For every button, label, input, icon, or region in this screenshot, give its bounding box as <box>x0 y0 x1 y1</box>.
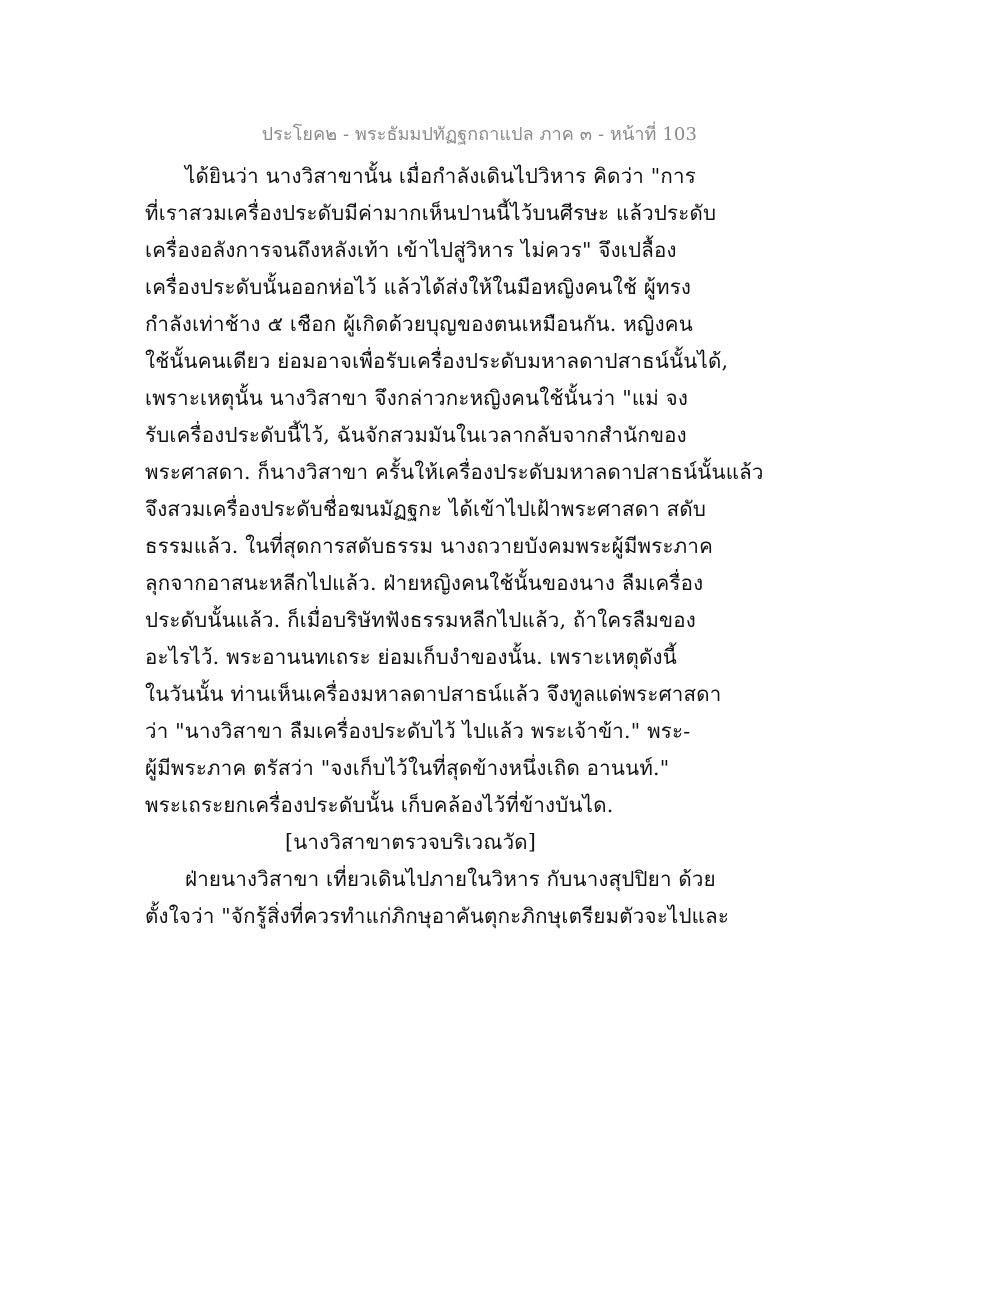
paragraph-line: เครื่องอลังการจนถึงหลังเท้า เข้าไปสู่วิหาร ไม่ควร" จึงเปลื้อง <box>145 238 677 262</box>
paragraph-line: ประดับนั้นแล้ว. ก็เมื่อบริษัทฟังธรรมหลีกไปแล้ว, ถ้าใครลืมของ <box>145 608 696 632</box>
paragraph-line: ว่า "นางวิสาขา ลืมเครื่องประดับไว้ ไปแล้ว พระเจ้าข้า." พระ- <box>145 719 691 743</box>
running-header: ประโยค๒ - พระธัมมปทัฏฐกถาแปล ภาค ๓ - หน้าที่ 103 <box>261 124 697 145</box>
paragraph-line: ในวันนั้น ท่านเห็นเครื่องมหาลดาปสาธน์แล้ว จึงทูลแด่พระศาสดา <box>145 682 722 706</box>
paragraph-line: เพราะเหตุนั้น นางวิสาขา จึงกล่าวกะหญิงคนใช้นั้นว่า "แม่ จง <box>145 386 689 410</box>
section-subheading: [นางวิสาขาตรวจบริเวณวัด] <box>285 830 537 854</box>
paragraph-line: ฝ่ายนางวิสาขา เที่ยวเดินไปภายในวิหาร กับนางสุปปิยา ด้วย <box>185 867 716 891</box>
paragraph-line: ตั้งใจว่า "จักรู้สิ่งที่ควรทำแก่ภิกษุอาคันตุกะภิกษุเตรียมตัวจะไปและ <box>145 904 730 928</box>
paragraph-line: ลุกจากอาสนะหลีกไปแล้ว. ฝ่ายหญิงคนใช้นั้นของนาง ลืมเครื่อง <box>145 571 704 595</box>
paragraph-line: จึงสวมเครื่องประดับชื่อฆนมัฏฐกะ ได้เข้าไปเฝ้าพระศาสดา สดับ <box>145 497 707 521</box>
paragraph-line: รับเครื่องประดับนี้ไว้, ฉันจักสวมมันในเวลากลับจากสำนักของ <box>145 423 687 447</box>
paragraph-line: กำลังเท่าช้าง ๕ เชือก ผู้เกิดด้วยบุญของตนเหมือนกัน. หญิงคน <box>145 312 693 336</box>
paragraph-line: ใช้นั้นคนเดียว ย่อมอาจเพื่อรับเครื่องประดับมหาลดาปสาธน์นั้นได้, <box>145 349 729 373</box>
paragraph-line: อะไรไว้. พระอานนทเถระ ย่อมเก็บงำของนั้น. เพราะเหตุดังนี้ <box>145 645 677 669</box>
paragraph-line: ธรรมแล้ว. ในที่สุดการสดับธรรม นางถวายบังคมพระผู้มีพระภาค <box>145 534 714 558</box>
paragraph-line: ได้ยินว่า นางวิสาขานั้น เมื่อกำลังเดินไปวิหาร คิดว่า "การ <box>185 164 696 188</box>
paragraph-line: พระเถระยกเครื่องประดับนั้น เก็บคล้องไว้ที่ข้างบันได. <box>145 793 614 817</box>
body-text <box>145 158 764 935</box>
paragraph-line: ที่เราสวมเครื่องประดับมีค่ามากเห็นปานนี้ไว้บนศีรษะ แล้วประดับ <box>145 201 717 225</box>
paragraph-line: ผู้มีพระภาค ตรัสว่า "จงเก็บไว้ในที่สุดข้างหนึ่งเถิด อานนท์." <box>145 756 670 780</box>
paragraph-line: เครื่องประดับนั้นออกห่อไว้ แล้วได้ส่งให้ในมือหญิงคนใช้ ผู้ทรง <box>145 275 692 299</box>
paragraph-line: พระศาสดา. ก็นางวิสาขา ครั้นให้เครื่องประดับมหาลดาปสาธน์นั้นแล้ว <box>145 460 764 484</box>
